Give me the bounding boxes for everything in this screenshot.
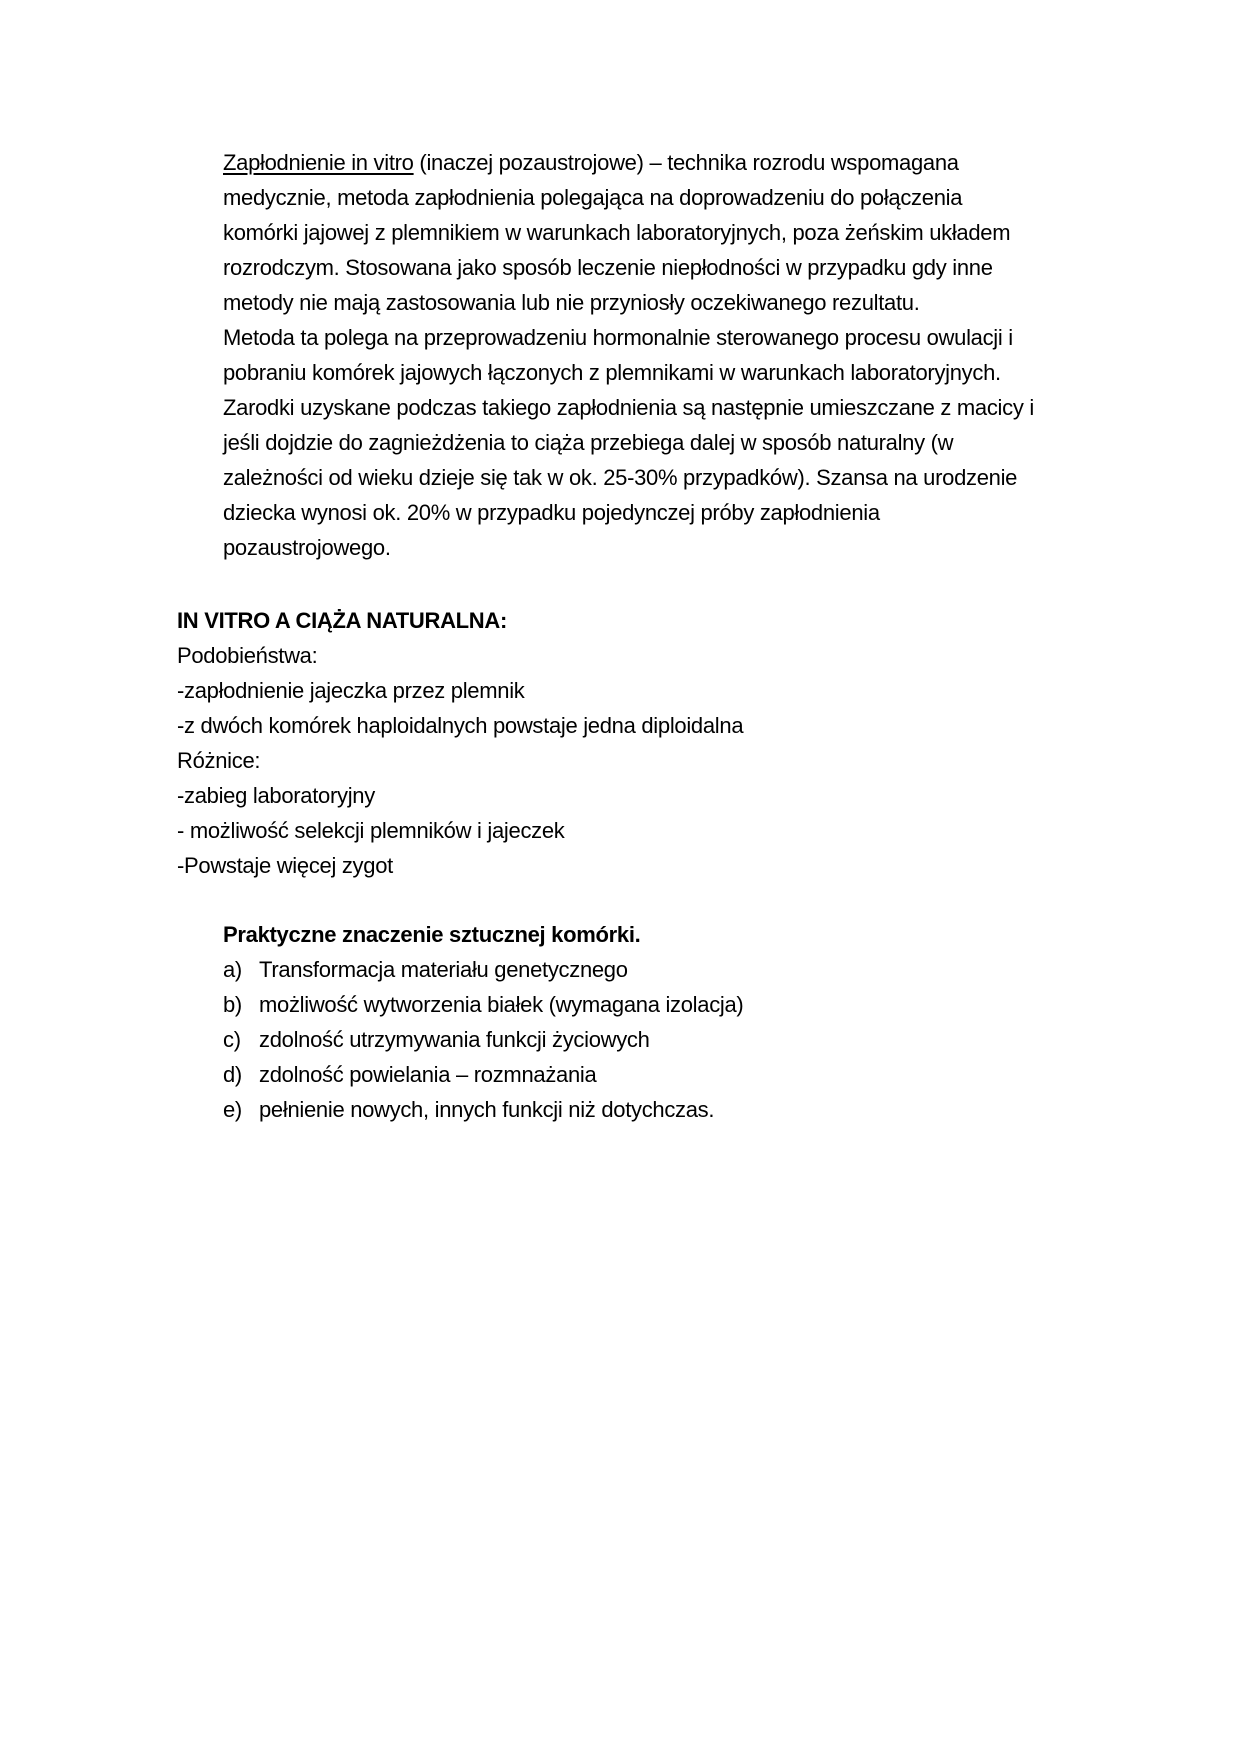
list-item — [223, 1092, 1083, 1127]
list-item-text: zdolność powielania – rozmnażania — [259, 1062, 597, 1087]
list-item-text: pełnienie nowych, innych funkcji niż dotychczas. — [259, 1097, 715, 1122]
differences-label: Różnice: — [177, 748, 261, 773]
paragraph-line: medycznie, metoda zapłodnienia polegająca na doprowadzeniu do połączenia — [223, 185, 963, 210]
difference-item: -zabieg laboratoryjny — [177, 783, 375, 808]
list-item — [223, 952, 1083, 987]
paragraph-line: zależności od wieku dzieje się tak w ok. 25-30% przypadków). Szansa na urodzenie — [223, 465, 1018, 490]
paragraph-line: dziecka wynosi ok. 20% w przypadku pojedynczej próby zapłodnienia — [223, 500, 880, 525]
list-item-text: możliwość wytworzenia białek (wymagana izolacja) — [259, 992, 744, 1017]
list-item — [223, 1022, 1083, 1057]
list-marker: a) — [223, 957, 242, 982]
intro-paragraph — [223, 145, 1103, 565]
list-item — [223, 1057, 1083, 1092]
practical-heading: Praktyczne znaczenie sztucznej komórki. — [223, 922, 641, 947]
similarity-item: -zapłodnienie jajeczka przez plemnik — [177, 678, 525, 703]
paragraph-line: pozaustrojowego. — [223, 535, 391, 560]
paragraph-line — [223, 145, 1103, 180]
list-marker: e) — [223, 1097, 242, 1122]
list-marker: d) — [223, 1062, 242, 1087]
practical-list — [223, 952, 1083, 1127]
similarities-label: Podobieństwa: — [177, 643, 318, 668]
paragraph-line: jeśli dojdzie do zagnieżdżenia to ciąża przebiega dalej w sposób naturalny (w — [223, 430, 954, 455]
paragraph-line: komórki jajowej z plemnikiem w warunkach laboratoryjnych, poza żeńskim układem — [223, 220, 1011, 245]
difference-item: - możliwość selekcji plemników i jajeczek — [177, 818, 565, 843]
comparison-section — [177, 603, 1077, 883]
paragraph-line-rest: (inaczej pozaustrojowe) – technika rozrodu wspomagana — [413, 150, 959, 175]
paragraph-line: metody nie mają zastosowania lub nie przyniosły oczekiwanego rezultatu. — [223, 290, 920, 315]
practical-section — [223, 917, 1083, 1127]
comparison-heading: IN VITRO A CIĄŻA NATURALNA: — [177, 608, 508, 633]
paragraph-line: rozrodczym. Stosowana jako sposób leczenie niepłodności w przypadku gdy inne — [223, 255, 993, 280]
list-item-text: Transformacja materiału genetycznego — [259, 957, 628, 982]
paragraph-line: Metoda ta polega na przeprowadzeniu hormonalnie sterowanego procesu owulacji i — [223, 325, 1013, 350]
difference-item: -Powstaje więcej zygot — [177, 853, 393, 878]
list-item-text: zdolność utrzymywania funkcji życiowych — [259, 1027, 650, 1052]
term-link[interactable]: Zapłodnienie in vitro — [223, 150, 414, 175]
list-marker: b) — [223, 992, 242, 1017]
list-marker: c) — [223, 1027, 241, 1052]
paragraph-line: pobraniu komórek jajowych łączonych z plemnikami w warunkach laboratoryjnych. — [223, 360, 1001, 385]
paragraph-line: Zarodki uzyskane podczas takiego zapłodnienia są następnie umieszczane z macicy i — [223, 395, 1034, 420]
list-item — [223, 987, 1083, 1022]
similarity-item: -z dwóch komórek haploidalnych powstaje jedna diploidalna — [177, 713, 744, 738]
